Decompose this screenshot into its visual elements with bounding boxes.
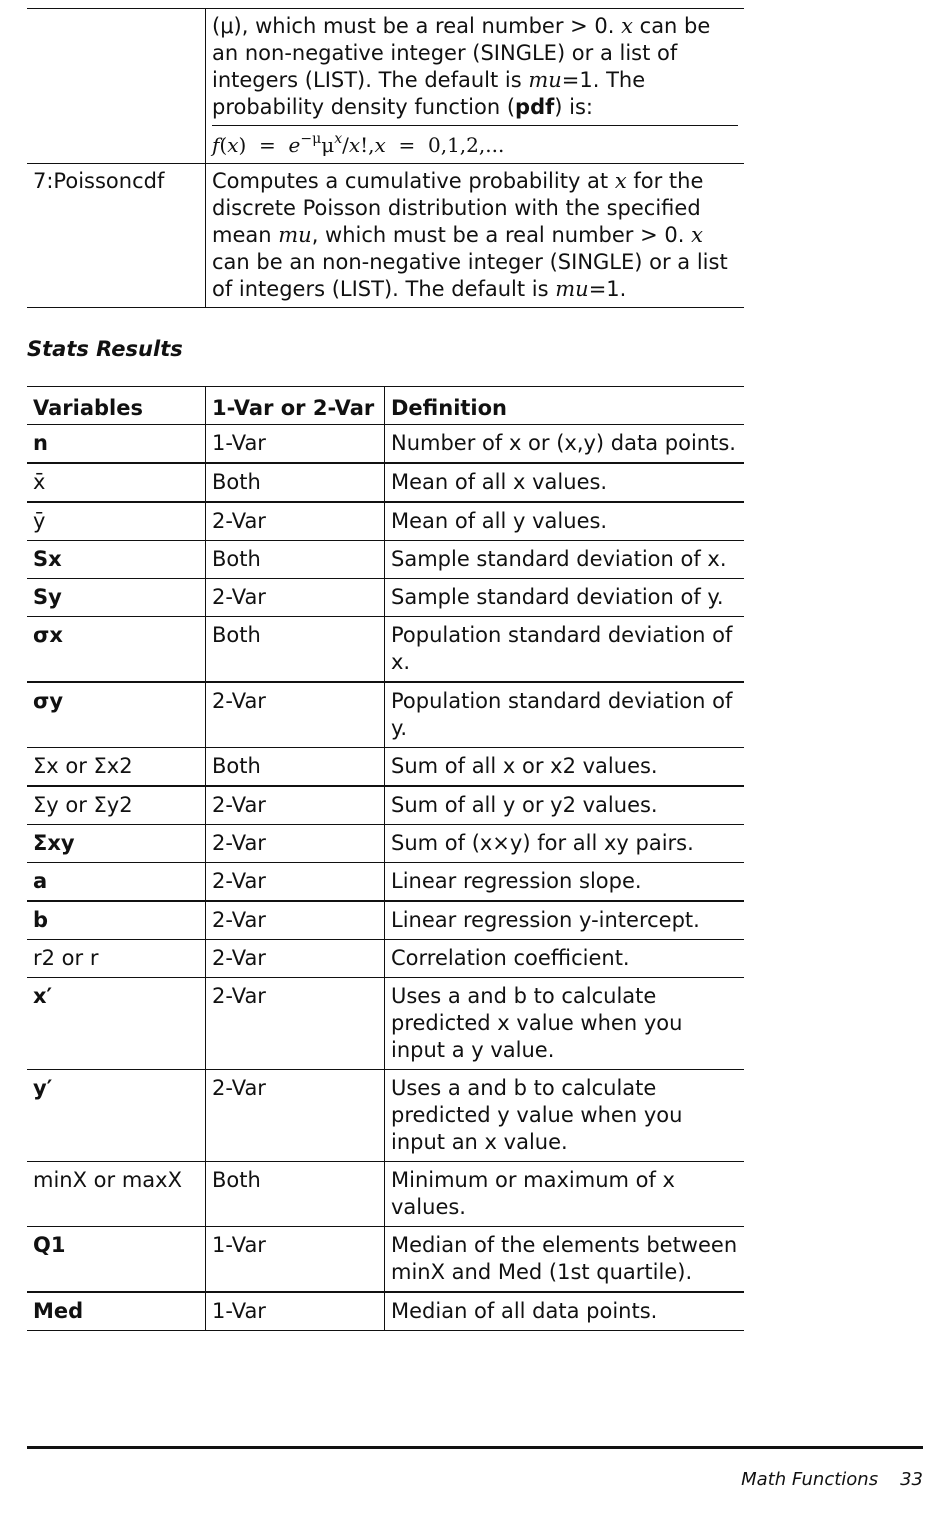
table-row [27,1292,744,1331]
footer-divider [27,1446,923,1449]
var-type-cell: 2-Var [206,863,385,902]
variable-cell: σy [27,682,206,748]
definition-cell: Mean of all y values. [385,502,745,541]
table-row [27,164,744,308]
variable-cell: Sy [27,579,206,617]
definition-cell: Number of x or (x,y) data points. [385,425,745,464]
pdf-formula: $f(x) = e^{-\mu}\mu^x/x!,x = 0,1,2$,... [212,125,738,163]
definition-cell: Linear regression y-intercept. [385,901,745,940]
var-type-cell: 1-Var [206,1292,385,1331]
var-type-cell: Both [206,1162,385,1227]
definition-cell: Sum of all y or y2 values. [385,786,745,825]
table-row [27,825,744,863]
variable-cell: y′ [27,1070,206,1162]
section-title: Stats Results [27,337,183,361]
var-type-cell: 2-Var [206,786,385,825]
definition-cell: Sample standard deviation of y. [385,579,745,617]
definition-cell: Population standard deviation of x. [385,617,745,683]
table-row [27,682,744,748]
table-row [27,463,744,502]
variable-cell: ȳ [27,502,206,541]
table-row [27,901,744,940]
function-name-cell [27,9,206,164]
column-header-var-type: 1-Var or 2-Var [206,387,385,425]
var-type-cell: 1-Var [206,1227,385,1293]
table-row [27,1070,744,1162]
var-type-cell: 2-Var [206,502,385,541]
var-type-cell: Both [206,617,385,683]
table-row [27,502,744,541]
table-row [27,579,744,617]
table-row [27,617,744,683]
stats-results-table [27,386,744,1331]
variable-cell: minX or maxX [27,1162,206,1227]
var-type-cell: Both [206,541,385,579]
var-type-cell: 2-Var [206,940,385,978]
table-row [27,940,744,978]
var-type-cell: 2-Var [206,1070,385,1162]
var-type-cell: 2-Var [206,978,385,1070]
definition-cell: Uses a and b to calculate predicted y value when you input an x value. [385,1070,745,1162]
variable-cell: Σy or Σy2 [27,786,206,825]
var-type-cell: 2-Var [206,579,385,617]
table-row [27,863,744,902]
table-row [27,425,744,464]
variable-cell: Med [27,1292,206,1331]
var-type-cell: Both [206,748,385,787]
variable-cell: x̄ [27,463,206,502]
definition-cell: Linear regression slope. [385,863,745,902]
definition-cell: Correlation coefficient. [385,940,745,978]
variable-cell: Σxy [27,825,206,863]
definition-cell: Sum of all x or x2 values. [385,748,745,787]
column-header-variables: Variables [27,387,206,425]
page-number: 33 [900,1469,923,1490]
definition-cell: Uses a and b to calculate predicted x value when you input a y value. [385,978,745,1070]
variable-cell: Q1 [27,1227,206,1293]
function-description-cell: (μ), which must be a real number > 0. x can be an non-negative integer (SINGLE) or a list of integers (LIST). The default is mu=1. The probability density function (pdf) is: $f(x) = e^{-\mu}\mu^x/x!,x = 0,1,2$,... [206,9,745,164]
variable-cell: n [27,425,206,464]
table-header-row [27,387,744,425]
var-type-cell: 1-Var [206,425,385,464]
distribution-functions-table [27,8,744,308]
variable-cell: r2 or r [27,940,206,978]
variable-cell: x′ [27,978,206,1070]
function-description-cell: Computes a cumulative probability at x for the discrete Poisson distribution with the specified mean mu, which must be a real number > 0. x can be an non-negative integer (SINGLE) or a list of integers (LIST). The default is mu=1. [206,164,745,308]
variable-cell: Sx [27,541,206,579]
definition-cell: Mean of all x values. [385,463,745,502]
variable-cell: Σx or Σx2 [27,748,206,787]
table-row [27,1162,744,1227]
column-header-definition: Definition [385,387,745,425]
footer-section-name: Math Functions [741,1469,879,1490]
var-type-cell: 2-Var [206,901,385,940]
definition-cell: Minimum or maximum of x values. [385,1162,745,1227]
var-type-cell: 2-Var [206,825,385,863]
var-type-cell: 2-Var [206,682,385,748]
table-row [27,786,744,825]
definition-cell: Sum of (x×y) for all xy pairs. [385,825,745,863]
page-footer [741,1466,923,1493]
table-row [27,1227,744,1293]
variable-cell: a [27,863,206,902]
table-row [27,541,744,579]
table-row [27,978,744,1070]
variable-cell: b [27,901,206,940]
definition-cell: Population standard deviation of y. [385,682,745,748]
definition-cell: Median of the elements between minX and Med (1st quartile). [385,1227,745,1293]
table-row [27,9,744,164]
var-type-cell: Both [206,463,385,502]
variable-cell: σx [27,617,206,683]
table-row [27,748,744,787]
definition-cell: Median of all data points. [385,1292,745,1331]
function-name-cell: 7:Poissoncdf [27,164,206,308]
definition-cell: Sample standard deviation of x. [385,541,745,579]
